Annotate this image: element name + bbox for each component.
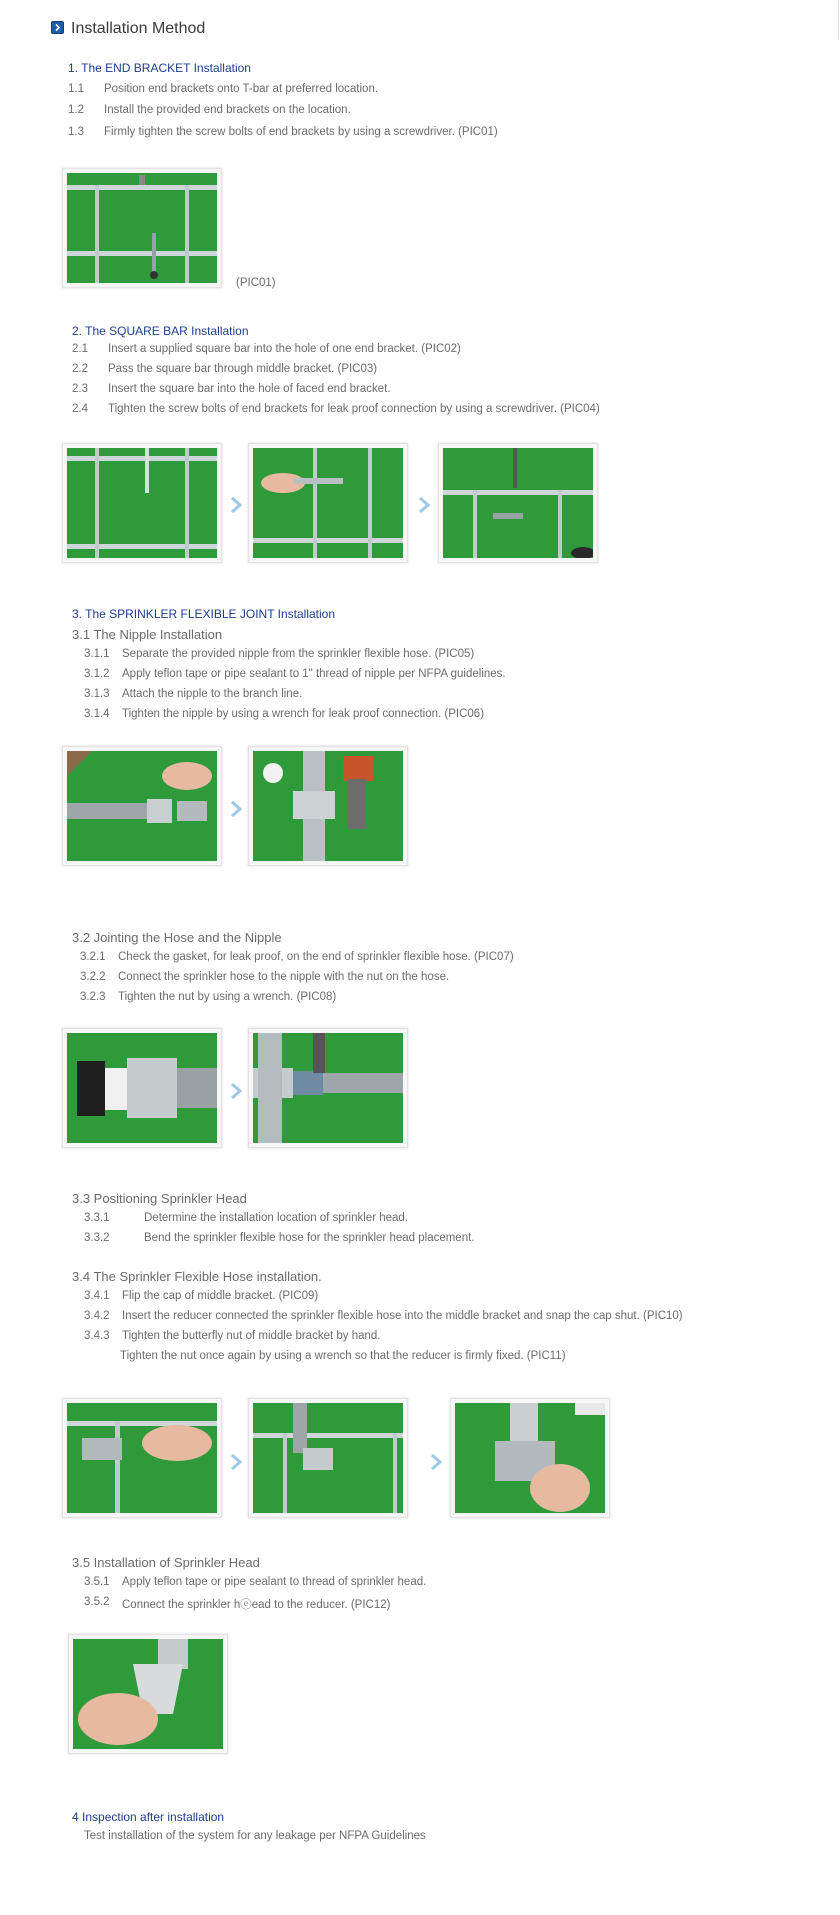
step-text: Insert the reducer connected the sprinkler flexible hose into the middle bracket and snap the cap shut. (PIC10): [122, 1310, 683, 1322]
photo-pic10: [248, 1398, 408, 1518]
page-edge-divider: [838, 0, 839, 40]
step-text: Bend the sprinkler flexible hose for the sprinkler head placement.: [144, 1232, 475, 1244]
step-number: 3.1.2: [84, 668, 110, 680]
step-text: Tighten the nut by using a wrench. (PIC08): [118, 991, 337, 1003]
photo-pic07: [62, 1028, 222, 1148]
subsection-heading: 3.3 Positioning Sprinkler Head: [72, 1191, 247, 1206]
photo-pic03: [248, 443, 408, 563]
step-text: Firmly tighten the screw bolts of end brackets by using a screwdriver. (PIC01): [104, 126, 498, 138]
subsection-heading: 3.4 The Sprinkler Flexible Hose installation.: [72, 1269, 322, 1284]
chevron-right-icon: [228, 799, 244, 819]
step-number: 3.4.2: [84, 1310, 110, 1322]
chevron-right-icon: [228, 495, 244, 515]
step-text: Install the provided end brackets on the location.: [104, 104, 351, 116]
step-number: 3.2.2: [80, 971, 106, 983]
step-number: 2.2: [72, 363, 88, 375]
step-number: 2.1: [72, 343, 88, 355]
step-number: 3.3.1: [84, 1212, 110, 1224]
step-text: Pass the square bar through middle bracket. (PIC03): [108, 363, 378, 375]
step-number: 1.3: [68, 126, 84, 138]
subsection-heading: 3.5 Installation of Sprinkler Head: [72, 1555, 260, 1570]
photo-pic12: [68, 1634, 228, 1754]
chevron-right-icon: [428, 1452, 444, 1472]
step-text: Check the gasket, for leak proof, on the end of sprinkler flexible hose. (PIC07): [118, 951, 514, 963]
step-number: 3.1.1: [84, 648, 110, 660]
photo-pic04: [438, 443, 598, 563]
step-number: 3.4.3: [84, 1330, 110, 1342]
photo-pic08: [248, 1028, 408, 1148]
step-text: Insert the square bar into the hole of faced end bracket.: [108, 383, 391, 395]
step-text: Attach the nipple to the branch line.: [122, 688, 303, 700]
subsection-heading: 3.2 Jointing the Hose and the Nipple: [72, 930, 282, 945]
step-number: 1.2: [68, 104, 84, 116]
step-text: Connect the sprinkler hⓔead to the reducer. (PIC12): [122, 1599, 391, 1611]
chevron-right-square-icon: [51, 21, 64, 34]
photo-caption: (PIC01): [236, 277, 276, 289]
step-text: Insert a supplied square bar into the hole of one end bracket. (PIC02): [108, 343, 461, 355]
section-4-text: Test installation of the system for any leakage per NFPA Guidelines: [84, 1830, 426, 1842]
section-2-heading: 2. The SQUARE BAR Installation: [72, 324, 249, 338]
step-text: Position end brackets onto T-bar at preferred location.: [104, 83, 379, 95]
step-number: 3.5.1: [84, 1576, 110, 1588]
step-text: Tighten the butterfly nut of middle bracket by hand.: [122, 1330, 381, 1342]
step-text: Separate the provided nipple from the sprinkler flexible hose. (PIC05): [122, 648, 475, 660]
step-text: Tighten the nipple by using a wrench for leak proof connection. (PIC06): [122, 708, 485, 720]
photo-pic05: [62, 746, 222, 866]
step-number: 3.1.3: [84, 688, 110, 700]
step-text: Flip the cap of middle bracket. (PIC09): [122, 1290, 319, 1302]
step-text: Apply teflon tape or pipe sealant to thread of sprinkler head.: [122, 1576, 427, 1588]
step-text: Determine the installation location of sprinkler head.: [144, 1212, 409, 1224]
step-text: Tighten the screw bolts of end brackets for leak proof connection by using a screwdriver. (PIC04): [108, 403, 600, 415]
step-text: Connect the sprinkler hose to the nipple with the nut on the hose.: [118, 971, 450, 983]
step-text-continuation: Tighten the nut once again by using a wrench so that the reducer is firmly fixed. (PIC11): [120, 1350, 566, 1362]
page-title: Installation Method: [71, 20, 206, 37]
step-number: 3.1.4: [84, 708, 110, 720]
step-text: Apply teflon tape or pipe sealant to 1" thread of nipple per NFPA guidelines.: [122, 668, 506, 680]
section-1-heading: 1. The END BRACKET Installation: [68, 61, 251, 75]
step-number: 3.4.1: [84, 1290, 110, 1302]
step-number: 3.2.1: [80, 951, 106, 963]
photo-pic11: [450, 1398, 610, 1518]
photo-pic02: [62, 443, 222, 563]
step-number: 2.4: [72, 403, 88, 415]
photo-pic09: [62, 1398, 222, 1518]
step-number: 1.1: [68, 83, 84, 95]
chevron-right-icon: [416, 495, 432, 515]
step-number: 3.5.2: [84, 1596, 110, 1608]
chevron-right-icon: [228, 1452, 244, 1472]
photo-pic01: [62, 168, 222, 288]
section-4-heading: 4 Inspection after installation: [72, 1810, 225, 1824]
subsection-heading: 3.1 The Nipple Installation: [72, 627, 223, 642]
chevron-right-icon: [228, 1081, 244, 1101]
section-3-heading: 3. The SPRINKLER FLEXIBLE JOINT Installation: [72, 607, 336, 621]
step-number: 2.3: [72, 383, 88, 395]
step-number: 3.3.2: [84, 1232, 110, 1244]
step-number: 3.2.3: [80, 991, 106, 1003]
photo-pic06: [248, 746, 408, 866]
